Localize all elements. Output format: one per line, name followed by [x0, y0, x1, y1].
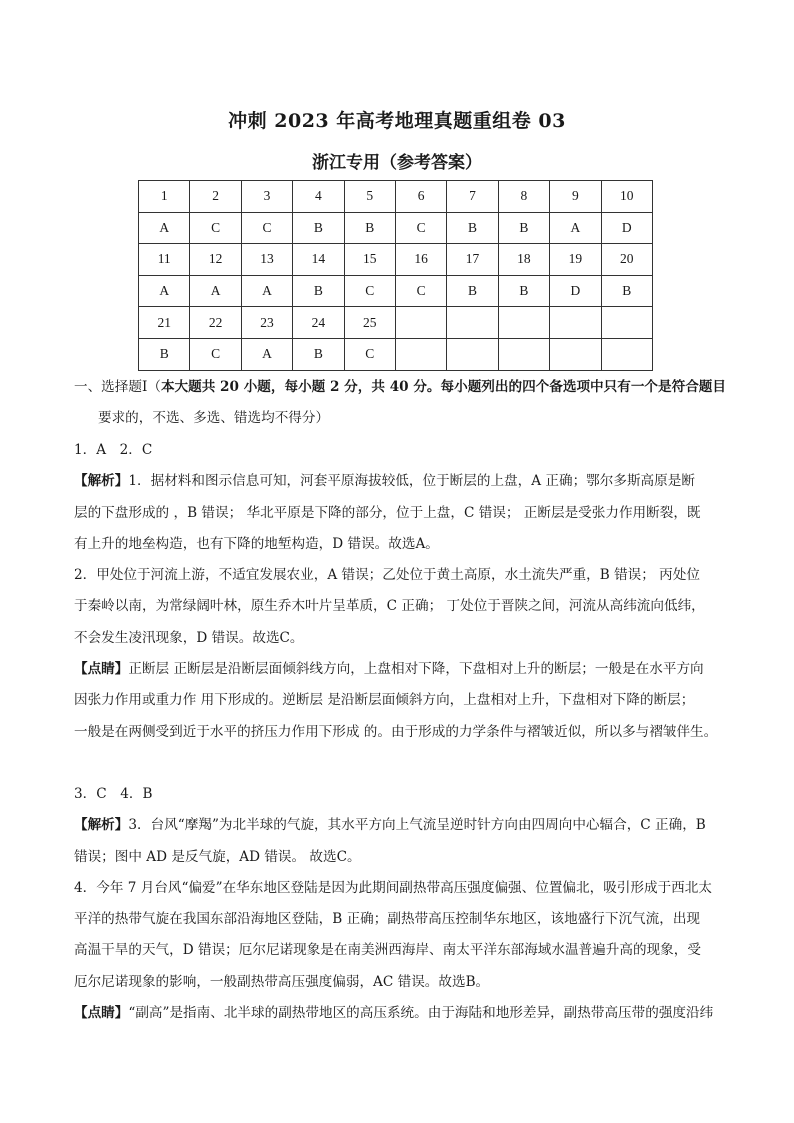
- question-number-cell: 24: [293, 307, 344, 339]
- answer-cell: [395, 338, 446, 370]
- question-number-cell: 20: [601, 244, 652, 276]
- q1-analysis-line: 有上升的地垒构造，也有下降的地堑构造，D 错误。故选A。: [74, 535, 439, 552]
- answer-cell: B: [293, 275, 344, 307]
- page-title: 冲刺 2023 年高考地理真题重组卷 03: [228, 110, 566, 132]
- analysis-tag: 【解析】: [74, 473, 129, 490]
- q3-4-block: [74, 779, 724, 1029]
- q4-analysis-line: 4．今年 7 月台风“偏爱”在华东地区登陆是因为此期间副热带高压强度偏强、位置偏北，吸引形成于西北太: [74, 879, 712, 896]
- q2-analysis-line: 2．甲处位于河流上游，不适宜发展农业，A 错误；乙处位于黄土高原，水土流失严重，B 错误； 丙处位: [74, 567, 700, 584]
- answer-cell: [601, 338, 652, 370]
- question-number-cell: 3: [241, 181, 292, 213]
- question-number-cell: 23: [241, 307, 292, 339]
- q2-analysis-line: 不会发生凌汛现象，D 错误。故选C。: [74, 629, 304, 646]
- note-line: 因张力作用或重力作 用下形成的。逆断层 是沿断层面倾斜方向，上盘相对上升，下盘相对下降的断层；: [74, 692, 695, 709]
- answer-cell: C: [190, 338, 241, 370]
- q4-analysis-line: 高温干旱的天气，D 错误；厄尔尼诺现象是在南美洲西海岸、南太平洋东部海域水温普遍升高的现象，受: [74, 942, 701, 959]
- q3-analysis-line: 3．台风“摩羯”为北半球的气旋，其水平方向上气流呈逆时针方向由四周向中心辐合，C 正确，B: [128, 817, 706, 834]
- answer-cell: C: [344, 275, 395, 307]
- answer-cell: B: [344, 212, 395, 244]
- note-line: 正断层 正断层是沿断层面倾斜线方向，上盘相对下降，下盘相对上升的断层；一般是在水平方向: [128, 661, 704, 678]
- answer-cell: B: [293, 338, 344, 370]
- note-tag: 【点睛】: [74, 1005, 129, 1022]
- question-number-cell: 7: [447, 181, 498, 213]
- answer-cell: C: [395, 275, 446, 307]
- section-heading-bold: 本大题共 20 小题，每小题 2 分，共 40 分。每小题列出的四个备选项中只有一个是符合题目: [160, 379, 726, 395]
- question-number-cell: 19: [550, 244, 601, 276]
- question-number-cell: 14: [293, 244, 344, 276]
- note-line: 一般是在两侧受到近于水平的挤压力作用下形成 的。由于形成的力学条件与褶皱近似，所以多与褶皱伴生。: [74, 723, 718, 740]
- answer-cell: [550, 338, 601, 370]
- q4-analysis-line: 平洋的热带气旋在我国东部沿海地区登陆，B 正确；副热带高压控制华东地区，该地盛行下沉气流，出现: [74, 911, 701, 928]
- question-number-cell: [550, 307, 601, 339]
- answer-cell: B: [498, 275, 549, 307]
- answer-cell: C: [241, 212, 292, 244]
- question-number-cell: 5: [344, 181, 395, 213]
- page-subtitle: 浙江专用（参考答案）: [312, 153, 482, 173]
- question-number-cell: 21: [139, 307, 190, 339]
- answer-table-number-row: [139, 244, 653, 276]
- q4-analysis-line: 厄尔尼诺现象的影响，一般副热带高压强度偏弱，AC 错误。故选B。: [74, 973, 490, 990]
- question-number-cell: 1: [139, 181, 190, 213]
- note-tag: 【点睛】: [74, 661, 129, 678]
- question-number-cell: 12: [190, 244, 241, 276]
- question-number-cell: 15: [344, 244, 395, 276]
- section-heading-line2: 要求的，不选、多选、错选均不得分）: [98, 410, 330, 427]
- question-number-cell: [601, 307, 652, 339]
- question-number-cell: 6: [395, 181, 446, 213]
- answer-cell: A: [241, 275, 292, 307]
- answer-cell: B: [293, 212, 344, 244]
- note-line: “副高”是指南、北半球的副热带地区的高压系统。由于海陆和地形差异，副热带高压带的强度沿纬: [128, 1005, 714, 1022]
- answer-cell: A: [241, 338, 292, 370]
- q3-4-answers: 3．C 4．B: [74, 786, 153, 802]
- answer-table: [138, 180, 653, 371]
- question-number-cell: 9: [550, 181, 601, 213]
- question-number-cell: 8: [498, 181, 549, 213]
- answer-cell: A: [550, 212, 601, 244]
- answer-cell: A: [190, 275, 241, 307]
- q1-analysis-line: 层的下盘形成的 ，B 错误； 华北平原是下降的部分，位于上盘，C 错误； 正断层是受张力作用断裂，既: [74, 504, 701, 521]
- question-number-cell: 18: [498, 244, 549, 276]
- q2-analysis-line: 于秦岭以南，为常绿阔叶林，原生乔木叶片呈革质，C 正确； 丁处位于晋陕之间，河流从高纬流向低纬，: [74, 598, 705, 615]
- answer-cell: B: [601, 275, 652, 307]
- answer-cell: C: [190, 212, 241, 244]
- answer-table-number-row: [139, 181, 653, 213]
- answer-cell: A: [139, 212, 190, 244]
- analysis-tag: 【解析】: [74, 817, 129, 834]
- question-number-cell: 25: [344, 307, 395, 339]
- answer-cell: D: [550, 275, 601, 307]
- answer-table-answer-row: [139, 275, 653, 307]
- question-number-cell: [395, 307, 446, 339]
- answer-table-answer-row: [139, 212, 653, 244]
- question-number-cell: 2: [190, 181, 241, 213]
- answer-cell: A: [139, 275, 190, 307]
- q1-analysis-line: 1．据材料和图示信息可知，河套平原海拔较低，位于断层的上盘，A 正确；鄂尔多斯高原是断: [128, 473, 695, 490]
- answer-cell: C: [395, 212, 446, 244]
- answer-cell: C: [344, 338, 395, 370]
- question-number-cell: 22: [190, 307, 241, 339]
- answer-cell: B: [447, 275, 498, 307]
- answer-cell: B: [447, 212, 498, 244]
- section-heading: [74, 372, 724, 435]
- q3-analysis-line: 错误；图中 AD 是反气旋，AD 错误。 故选C。: [74, 848, 361, 865]
- q1-2-block: [74, 435, 724, 748]
- answer-cell: D: [601, 212, 652, 244]
- answer-table-answer-row: [139, 338, 653, 370]
- question-number-cell: 11: [139, 244, 190, 276]
- answer-cell: [447, 338, 498, 370]
- q1-2-answers: 1．A 2．C: [74, 442, 153, 458]
- answer-cell: B: [498, 212, 549, 244]
- question-number-cell: [498, 307, 549, 339]
- question-number-cell: 10: [601, 181, 652, 213]
- answer-cell: [498, 338, 549, 370]
- question-number-cell: [447, 307, 498, 339]
- section-heading-prefix: 一、选择题Ⅰ（: [74, 379, 161, 395]
- answer-table-number-row: [139, 307, 653, 339]
- question-number-cell: 4: [293, 181, 344, 213]
- question-number-cell: 13: [241, 244, 292, 276]
- question-number-cell: 17: [447, 244, 498, 276]
- question-number-cell: 16: [395, 244, 446, 276]
- answer-cell: B: [139, 338, 190, 370]
